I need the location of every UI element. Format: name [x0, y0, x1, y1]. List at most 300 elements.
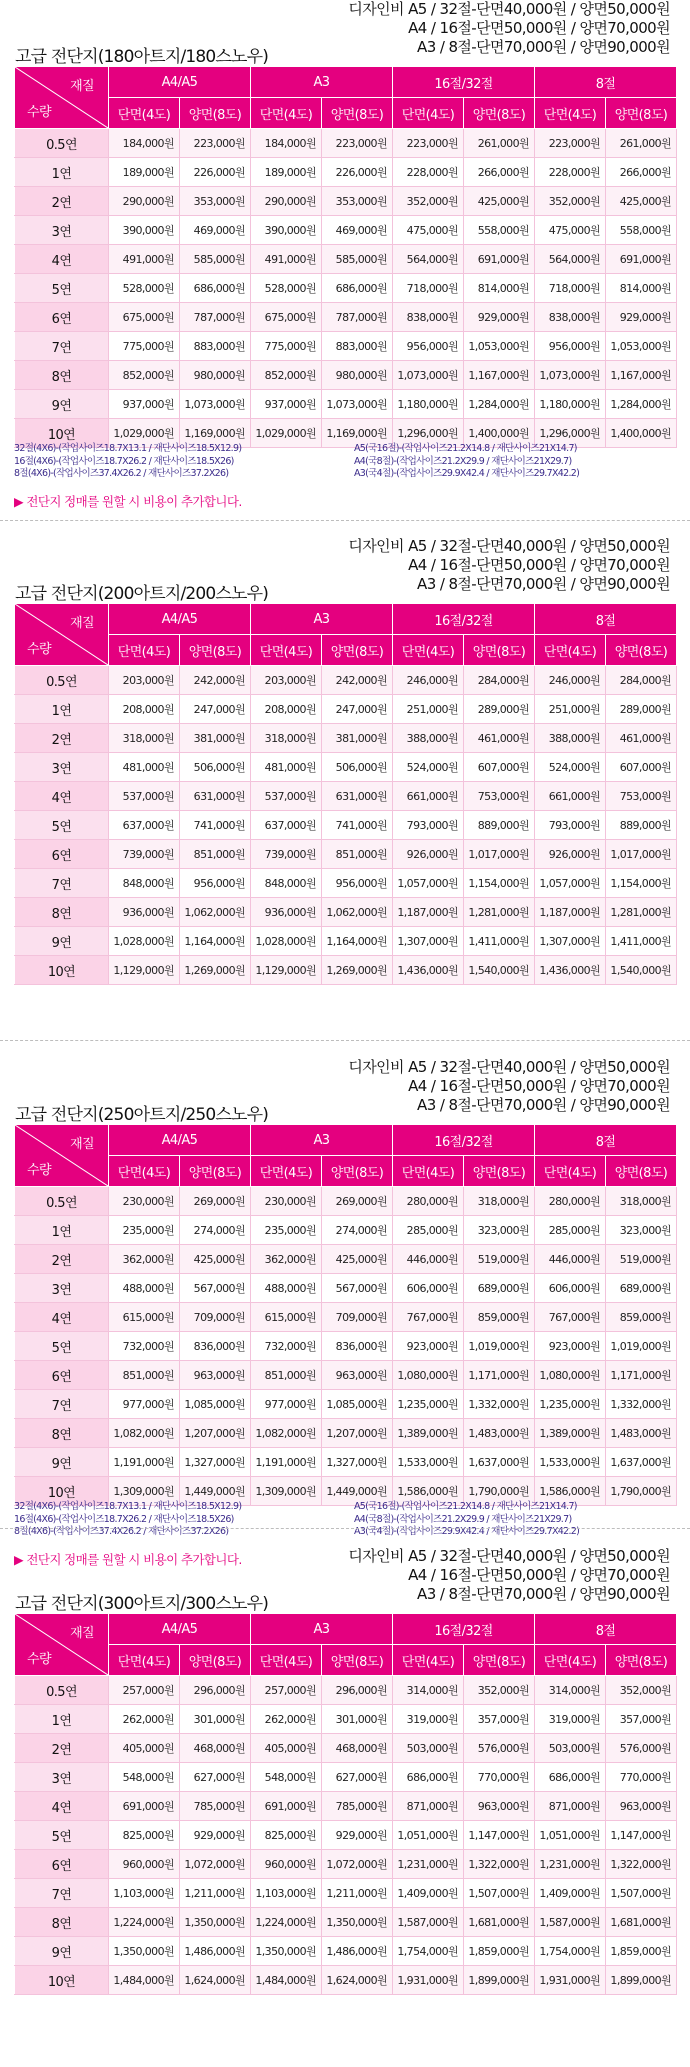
- price-cell: 425,000원: [180, 1245, 251, 1274]
- header-corner: [15, 67, 109, 129]
- price-cell: 661,000원: [535, 782, 606, 811]
- price-cell: 686,000원: [535, 1763, 606, 1792]
- price-cell: 352,000원: [393, 187, 464, 216]
- price-cell: 787,000원: [322, 303, 393, 332]
- quantity-cell: 2연: [15, 1734, 109, 1763]
- price-cell: 1,486,000원: [180, 1937, 251, 1966]
- price-cell: 284,000원: [464, 666, 535, 695]
- extra-cost-warning: ▶ 전단지 정매를 원할 시 비용이 추가합니다.: [14, 1552, 242, 1567]
- price-cell: 537,000원: [109, 782, 180, 811]
- price-cell: 848,000원: [251, 869, 322, 898]
- price-cell: 1,028,000원: [251, 927, 322, 956]
- quantity-cell: 6연: [15, 1850, 109, 1879]
- price-cell: 285,000원: [393, 1216, 464, 1245]
- price-cell: 1,586,000원: [393, 1477, 464, 1506]
- price-cell: 889,000원: [606, 811, 677, 840]
- table-row: [15, 1937, 677, 1966]
- quantity-cell: 5연: [15, 1332, 109, 1361]
- quantity-cell: 0.5연: [15, 1187, 109, 1216]
- price-cell: 284,000원: [606, 666, 677, 695]
- table-row: [15, 1187, 677, 1216]
- quantity-label: 수량: [27, 1163, 51, 1178]
- price-cell: 323,000원: [464, 1216, 535, 1245]
- price-cell: 475,000원: [535, 216, 606, 245]
- price-cell: 491,000원: [251, 245, 322, 274]
- table-row: [15, 1448, 677, 1477]
- table-row: [15, 1966, 677, 1995]
- price-cell: 528,000원: [109, 274, 180, 303]
- price-cell: 576,000원: [606, 1734, 677, 1763]
- table-row: [15, 1332, 677, 1361]
- table-row: [15, 1216, 677, 1245]
- price-cell: 753,000원: [464, 782, 535, 811]
- price-cell: 963,000원: [322, 1361, 393, 1390]
- quantity-cell: 4연: [15, 1303, 109, 1332]
- price-cell: 1,681,000원: [464, 1908, 535, 1937]
- price-cell: 446,000원: [393, 1245, 464, 1274]
- price-cell: 1,507,000원: [606, 1879, 677, 1908]
- price-cell: 269,000원: [180, 1187, 251, 1216]
- price-cell: 461,000원: [464, 724, 535, 753]
- price-cell: 290,000원: [109, 187, 180, 216]
- price-cell: 980,000원: [180, 361, 251, 390]
- price-cell: 1,029,000원: [109, 419, 180, 448]
- price-cell: 1,187,000원: [535, 898, 606, 927]
- size-notes-left: [14, 1501, 241, 1539]
- single-side-header: 단면(4도): [393, 635, 464, 666]
- price-cell: 1,281,000원: [464, 898, 535, 927]
- price-cell: 926,000원: [535, 840, 606, 869]
- price-cell: 226,000원: [322, 158, 393, 187]
- price-cell: 1,224,000원: [109, 1908, 180, 1937]
- size-note: A4(국8절)-(작업사이즈21.2X29.9 / 재단사이즈21X29.7): [354, 455, 572, 467]
- price-cell: 926,000원: [393, 840, 464, 869]
- price-cell: 686,000원: [322, 274, 393, 303]
- price-cell: 1,350,000원: [251, 1937, 322, 1966]
- double-side-header: 양면(8도): [606, 1645, 677, 1676]
- price-cell: 691,000원: [109, 1792, 180, 1821]
- price-cell: 1,322,000원: [464, 1850, 535, 1879]
- price-cell: 1,332,000원: [606, 1390, 677, 1419]
- price-cell: 1,483,000원: [606, 1419, 677, 1448]
- price-cell: 230,000원: [251, 1187, 322, 1216]
- size-header: 8절: [535, 1125, 677, 1156]
- double-side-header: 양면(8도): [322, 98, 393, 129]
- design-fee-line: 디자인비 A5 / 32절-단면40,000원 / 양면50,000원: [348, 537, 670, 555]
- price-cell: 709,000원: [180, 1303, 251, 1332]
- price-cell: 785,000원: [322, 1792, 393, 1821]
- price-cell: 506,000원: [322, 753, 393, 782]
- price-cell: 889,000원: [464, 811, 535, 840]
- size-notes-right: [354, 443, 579, 481]
- single-side-header: 단면(4도): [109, 635, 180, 666]
- price-cell: 1,400,000원: [464, 419, 535, 448]
- price-cell: 753,000원: [606, 782, 677, 811]
- price-cell: 1,057,000원: [535, 869, 606, 898]
- table-row: [15, 245, 677, 274]
- quantity-cell: 7연: [15, 1390, 109, 1419]
- size-header: A3: [251, 1614, 393, 1645]
- price-cell: 1,207,000원: [180, 1419, 251, 1448]
- price-cell: 1,164,000원: [180, 927, 251, 956]
- price-cell: 1,029,000원: [251, 419, 322, 448]
- price-cell: 405,000원: [251, 1734, 322, 1763]
- table-row: [15, 1908, 677, 1937]
- price-cell: 274,000원: [180, 1216, 251, 1245]
- price-cell: 247,000원: [322, 695, 393, 724]
- price-cell: 558,000원: [606, 216, 677, 245]
- material-label: 재질: [70, 1626, 94, 1641]
- price-cell: 1,180,000원: [393, 390, 464, 419]
- price-cell: 519,000원: [606, 1245, 677, 1274]
- price-cell: 929,000원: [464, 303, 535, 332]
- double-side-header: 양면(8도): [606, 98, 677, 129]
- table-row: [15, 158, 677, 187]
- price-cell: 1,327,000원: [322, 1448, 393, 1477]
- price-cell: 314,000원: [535, 1676, 606, 1705]
- price-cell: 1,284,000원: [464, 390, 535, 419]
- price-cell: 607,000원: [464, 753, 535, 782]
- price-cell: 1,154,000원: [606, 869, 677, 898]
- price-cell: 318,000원: [606, 1187, 677, 1216]
- price-cell: 1,053,000원: [606, 332, 677, 361]
- price-cell: 548,000원: [109, 1763, 180, 1792]
- single-side-header: 단면(4도): [251, 1156, 322, 1187]
- price-cell: 956,000원: [393, 332, 464, 361]
- price-cell: 1,309,000원: [251, 1477, 322, 1506]
- size-note: 8절(4X6)-(작업사이즈37.4X26.2 / 재단사이즈37.2X26): [14, 1526, 229, 1537]
- quantity-cell: 3연: [15, 1763, 109, 1792]
- size-note: A3(국4절)-(작업사이즈29.9X42.4 / 재단사이즈29.7X42.2): [354, 1526, 580, 1537]
- price-cell: 923,000원: [535, 1332, 606, 1361]
- price-cell: 1,307,000원: [393, 927, 464, 956]
- price-cell: 1,790,000원: [464, 1477, 535, 1506]
- price-cell: 1,350,000원: [180, 1908, 251, 1937]
- size-header: 16절/32절: [393, 604, 535, 635]
- price-cell: 567,000원: [322, 1274, 393, 1303]
- price-cell: 1,073,000원: [535, 361, 606, 390]
- price-cell: 1,350,000원: [109, 1937, 180, 1966]
- price-cell: 296,000원: [180, 1676, 251, 1705]
- price-cell: 775,000원: [251, 332, 322, 361]
- single-side-header: 단면(4도): [535, 635, 606, 666]
- price-cell: 1,073,000원: [322, 390, 393, 419]
- price-cell: 301,000원: [180, 1705, 251, 1734]
- size-header: A3: [251, 604, 393, 635]
- price-cell: 1,637,000원: [464, 1448, 535, 1477]
- price-table: [14, 603, 677, 985]
- price-cell: 261,000원: [606, 129, 677, 158]
- price-cell: 1,307,000원: [535, 927, 606, 956]
- size-note: 16절(4X6)-(작업사이즈18.7X26.2 / 재단사이즈18.5X26): [14, 455, 234, 467]
- price-cell: 1,436,000원: [535, 956, 606, 985]
- price-cell: 793,000원: [535, 811, 606, 840]
- price-table: [14, 66, 677, 448]
- price-cell: 977,000원: [109, 1390, 180, 1419]
- price-cell: 381,000원: [180, 724, 251, 753]
- price-cell: 585,000원: [322, 245, 393, 274]
- price-cell: 1,296,000원: [535, 419, 606, 448]
- price-cell: 280,000원: [535, 1187, 606, 1216]
- size-header: A4/A5: [109, 67, 251, 98]
- price-cell: 189,000원: [109, 158, 180, 187]
- price-cell: 1,051,000원: [393, 1821, 464, 1850]
- price-cell: 257,000원: [109, 1676, 180, 1705]
- price-cell: 1,129,000원: [109, 956, 180, 985]
- price-cell: 228,000원: [535, 158, 606, 187]
- size-note: 32절(4X6)-(작업사이즈18.7X13.1 / 재단사이즈18.5X12.9): [14, 1501, 242, 1512]
- price-cell: 606,000원: [535, 1274, 606, 1303]
- quantity-cell: 6연: [15, 303, 109, 332]
- table-row: [15, 1245, 677, 1274]
- price-cell: 1,080,000원: [393, 1361, 464, 1390]
- quantity-cell: 9연: [15, 1937, 109, 1966]
- price-cell: 963,000원: [464, 1792, 535, 1821]
- price-cell: 1,587,000원: [535, 1908, 606, 1937]
- quantity-cell: 3연: [15, 753, 109, 782]
- price-cell: 1,754,000원: [535, 1937, 606, 1966]
- price-cell: 851,000원: [180, 840, 251, 869]
- price-cell: 1,332,000원: [464, 1390, 535, 1419]
- price-cell: 506,000원: [180, 753, 251, 782]
- price-cell: 1,309,000원: [109, 1477, 180, 1506]
- quantity-cell: 0.5연: [15, 1676, 109, 1705]
- price-cell: 607,000원: [606, 753, 677, 782]
- price-cell: 691,000원: [464, 245, 535, 274]
- design-fee-line: 디자인비 A5 / 32절-단면40,000원 / 양면50,000원: [348, 1058, 670, 1076]
- price-cell: 319,000원: [535, 1705, 606, 1734]
- quantity-cell: 7연: [15, 869, 109, 898]
- single-side-header: 단면(4도): [251, 1645, 322, 1676]
- double-side-header: 양면(8도): [322, 1645, 393, 1676]
- price-cell: 977,000원: [251, 1390, 322, 1419]
- price-cell: 1,073,000원: [180, 390, 251, 419]
- price-cell: 1,931,000원: [393, 1966, 464, 1995]
- price-cell: 226,000원: [180, 158, 251, 187]
- price-section: [0, 1058, 690, 1578]
- double-side-header: 양면(8도): [322, 635, 393, 666]
- design-fee-line: A4 / 16절-단면50,000원 / 양면70,000원: [408, 19, 670, 37]
- double-side-header: 양면(8도): [464, 635, 535, 666]
- size-note: 16절(4X6)-(작업사이즈18.7X26.2 / 재단사이즈18.5X26): [14, 1513, 234, 1525]
- price-cell: 718,000원: [393, 274, 464, 303]
- price-cell: 1,540,000원: [464, 956, 535, 985]
- quantity-cell: 5연: [15, 811, 109, 840]
- price-cell: 1,171,000원: [464, 1361, 535, 1390]
- price-cell: 956,000원: [180, 869, 251, 898]
- price-cell: 390,000원: [109, 216, 180, 245]
- single-side-header: 단면(4도): [109, 98, 180, 129]
- price-cell: 936,000원: [251, 898, 322, 927]
- price-cell: 675,000원: [251, 303, 322, 332]
- price-cell: 675,000원: [109, 303, 180, 332]
- price-cell: 615,000원: [109, 1303, 180, 1332]
- price-cell: 871,000원: [535, 1792, 606, 1821]
- price-cell: 314,000원: [393, 1676, 464, 1705]
- price-cell: 189,000원: [251, 158, 322, 187]
- quantity-cell: 5연: [15, 274, 109, 303]
- price-cell: 318,000원: [464, 1187, 535, 1216]
- price-cell: 203,000원: [109, 666, 180, 695]
- price-cell: 285,000원: [535, 1216, 606, 1245]
- price-cell: 814,000원: [464, 274, 535, 303]
- price-cell: 1,790,000원: [606, 1477, 677, 1506]
- price-cell: 1,180,000원: [535, 390, 606, 419]
- price-cell: 524,000원: [393, 753, 464, 782]
- price-cell: 960,000원: [109, 1850, 180, 1879]
- price-cell: 251,000원: [393, 695, 464, 724]
- table-row: [15, 840, 677, 869]
- price-cell: 686,000원: [180, 274, 251, 303]
- price-cell: 1,533,000원: [393, 1448, 464, 1477]
- price-cell: 770,000원: [606, 1763, 677, 1792]
- price-cell: 242,000원: [180, 666, 251, 695]
- price-cell: 1,082,000원: [251, 1419, 322, 1448]
- table-row: [15, 361, 677, 390]
- price-cell: 787,000원: [180, 303, 251, 332]
- price-cell: 1,082,000원: [109, 1419, 180, 1448]
- price-cell: 524,000원: [535, 753, 606, 782]
- design-fee-line: 디자인비 A5 / 32절-단면40,000원 / 양면50,000원: [348, 0, 670, 18]
- quantity-cell: 10연: [15, 419, 109, 448]
- price-cell: 739,000원: [109, 840, 180, 869]
- price-cell: 1,191,000원: [251, 1448, 322, 1477]
- quantity-cell: 1연: [15, 1216, 109, 1245]
- price-cell: 475,000원: [393, 216, 464, 245]
- price-cell: 770,000원: [464, 1763, 535, 1792]
- price-cell: 937,000원: [109, 390, 180, 419]
- size-header: 16절/32절: [393, 1614, 535, 1645]
- table-row: [15, 956, 677, 985]
- price-cell: 503,000원: [535, 1734, 606, 1763]
- table-row: [15, 1850, 677, 1879]
- quantity-cell: 10연: [15, 1477, 109, 1506]
- price-cell: 319,000원: [393, 1705, 464, 1734]
- size-notes: [14, 443, 676, 483]
- table-row: [15, 869, 677, 898]
- price-cell: 1,931,000원: [535, 1966, 606, 1995]
- quantity-cell: 0.5연: [15, 129, 109, 158]
- price-cell: 1,211,000원: [180, 1879, 251, 1908]
- price-cell: 1,411,000원: [464, 927, 535, 956]
- table-row: [15, 1303, 677, 1332]
- quantity-cell: 1연: [15, 1705, 109, 1734]
- table-row: [15, 898, 677, 927]
- price-cell: 425,000원: [606, 187, 677, 216]
- price-cell: 528,000원: [251, 274, 322, 303]
- price-cell: 1,103,000원: [109, 1879, 180, 1908]
- single-side-header: 단면(4도): [251, 635, 322, 666]
- price-cell: 767,000원: [393, 1303, 464, 1332]
- price-cell: 1,350,000원: [322, 1908, 393, 1937]
- price-cell: 1,327,000원: [180, 1448, 251, 1477]
- price-cell: 691,000원: [606, 245, 677, 274]
- size-note: A5(국16절)-(작업사이즈21.2X14.8 / 재단사이즈21X14.7): [354, 443, 577, 454]
- price-cell: 262,000원: [251, 1705, 322, 1734]
- price-cell: 1,103,000원: [251, 1879, 322, 1908]
- size-header: 16절/32절: [393, 67, 535, 98]
- price-cell: 1,899,000원: [606, 1966, 677, 1995]
- price-cell: 1,484,000원: [251, 1966, 322, 1995]
- quantity-cell: 9연: [15, 927, 109, 956]
- table-row: [15, 216, 677, 245]
- single-side-header: 단면(4도): [251, 98, 322, 129]
- price-cell: 1,681,000원: [606, 1908, 677, 1937]
- price-cell: 208,000원: [109, 695, 180, 724]
- price-cell: 1,154,000원: [464, 869, 535, 898]
- single-side-header: 단면(4도): [393, 1156, 464, 1187]
- price-cell: 883,000원: [180, 332, 251, 361]
- table-row: [15, 1676, 677, 1705]
- price-cell: 627,000원: [322, 1763, 393, 1792]
- price-cell: 274,000원: [322, 1216, 393, 1245]
- quantity-cell: 2연: [15, 724, 109, 753]
- size-header: A4/A5: [109, 1125, 251, 1156]
- price-cell: 491,000원: [109, 245, 180, 274]
- table-row: [15, 753, 677, 782]
- price-cell: 1,484,000원: [109, 1966, 180, 1995]
- price-cell: 741,000원: [180, 811, 251, 840]
- price-cell: 184,000원: [109, 129, 180, 158]
- design-fee-line: A3 / 8절-단면70,000원 / 양면90,000원: [417, 38, 670, 56]
- design-fee-info: [348, 1547, 670, 1604]
- price-cell: 637,000원: [251, 811, 322, 840]
- price-cell: 637,000원: [109, 811, 180, 840]
- single-side-header: 단면(4도): [535, 1645, 606, 1676]
- double-side-header: 양면(8도): [464, 98, 535, 129]
- price-cell: 929,000원: [606, 303, 677, 332]
- price-cell: 1,167,000원: [464, 361, 535, 390]
- price-cell: 1,389,000원: [393, 1419, 464, 1448]
- price-cell: 871,000원: [393, 1792, 464, 1821]
- size-note: A3(국4절)-(작업사이즈29.9X42.4 / 재단사이즈29.7X42.2): [354, 468, 580, 479]
- price-cell: 235,000원: [109, 1216, 180, 1245]
- price-cell: 689,000원: [606, 1274, 677, 1303]
- table-row: [15, 274, 677, 303]
- price-cell: 1,859,000원: [606, 1937, 677, 1966]
- price-cell: 732,000원: [109, 1332, 180, 1361]
- single-side-header: 단면(4도): [535, 1156, 606, 1187]
- table-row: [15, 332, 677, 361]
- price-cell: 289,000원: [464, 695, 535, 724]
- price-cell: 1,586,000원: [535, 1477, 606, 1506]
- price-cell: 960,000원: [251, 1850, 322, 1879]
- design-fee-line: A3 / 8절-단면70,000원 / 양면90,000원: [417, 1585, 670, 1603]
- price-cell: 208,000원: [251, 695, 322, 724]
- quantity-cell: 10연: [15, 956, 109, 985]
- price-cell: 261,000원: [464, 129, 535, 158]
- price-cell: 1,624,000원: [322, 1966, 393, 1995]
- price-cell: 357,000원: [606, 1705, 677, 1734]
- single-side-header: 단면(4도): [393, 1645, 464, 1676]
- price-cell: 262,000원: [109, 1705, 180, 1734]
- quantity-cell: 3연: [15, 1274, 109, 1303]
- price-cell: 1,171,000원: [606, 1361, 677, 1390]
- price-cell: 963,000원: [180, 1361, 251, 1390]
- quantity-cell: 4연: [15, 245, 109, 274]
- price-cell: 362,000원: [251, 1245, 322, 1274]
- price-cell: 519,000원: [464, 1245, 535, 1274]
- single-side-header: 단면(4도): [109, 1156, 180, 1187]
- price-cell: 1,449,000원: [322, 1477, 393, 1506]
- price-cell: 1,284,000원: [606, 390, 677, 419]
- price-cell: 1,169,000원: [180, 419, 251, 448]
- price-cell: 631,000원: [180, 782, 251, 811]
- table-row: [15, 1763, 677, 1792]
- price-cell: 481,000원: [109, 753, 180, 782]
- price-cell: 1,019,000원: [464, 1332, 535, 1361]
- price-cell: 1,129,000원: [251, 956, 322, 985]
